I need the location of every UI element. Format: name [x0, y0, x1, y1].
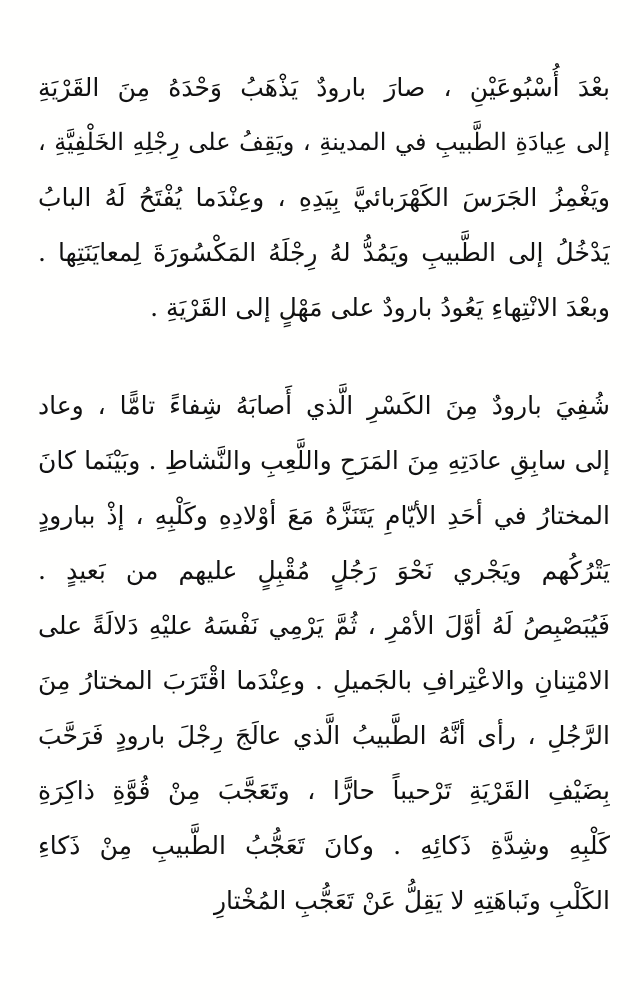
text-line: إلى سابِقِ عادَتِهِ مِنَ المَرَحِ واللَّعِبِ والنَّشاطِ . وبَيْنَما كانَ [38, 446, 610, 475]
text-line: الكَلْبِ ونَباهَتِهِ لا يَقِلُّ عَنْ تَعَجُّبِ المُخْتارِ [213, 886, 610, 915]
paragraph-1 [38, 60, 610, 335]
text-line: إلى عِيادَةِ الطَّبيبِ في المدينةِ ، ويَقِفُ على رِجْلِهِ الخَلْفِيَّةِ ، [38, 128, 610, 156]
paragraph-2 [38, 378, 610, 928]
text-line: شُفِيَ بارودٌ مِنَ الكَسْرِ الَّذي أَصابَهُ شِفاءً تامًّا ، وعاد [38, 391, 610, 420]
text-line: الرَّجُلِ ، رأى أنَّهُ الطَّبيبُ الَّذي عالَجَ رِجْلَ بارودٍ فَرَحَّبَ [38, 721, 610, 750]
text-line: بعْدَ أُسْبُوعَيْنِ ، صارَ بارودٌ يَذْهَبُ وَحْدَهُ مِنَ القَرْيَةِ [38, 73, 610, 102]
text-line: كَلْبِهِ وشِدَّةِ ذَكائِهِ . وكانَ تَعَجُّبُ الطَّبيبِ مِنْ ذَكاءِ [38, 831, 610, 860]
text-line: يَدْخُلُ إلى الطَّبيبِ ويَمُدُّ لهُ رِجْلَهُ المَكْسُورَةَ لِمعايَنَتِها . [38, 238, 610, 267]
text-line: يَتْرُكُهم ويَجْري نَحْوَ رَجُلٍ مُقْبِلٍ عليهم من بَعيدٍ . [38, 556, 610, 585]
text-line: بِضَيْفِ القَرْيَةِ تَرْحيباً حارًّا ، وتَعَجَّبَ مِنْ قُوَّةِ ذاكِرَةِ [38, 776, 610, 805]
text-line: فَيُبَصْبِصُ لَهُ أوَّلَ الأمْرِ ، ثُمَّ يَرْمِي نَفْسَهُ عليْهِ دَلالَةً على [38, 611, 610, 640]
text-line: الامْتِنانِ والاعْتِرافِ بالجَميلِ . وعِنْدَما اقْتَرَبَ المختارُ مِنَ [38, 666, 610, 695]
text-line: ويَغْمِزُ الجَرَسَ الكَهْرَبائيَّ بِيَدِهِ ، وعِنْدَما يُفْتَحُ لَهُ البابُ [38, 183, 610, 212]
text-line: وبعْدَ الانْتِهاءِ يَعُودُ بارودٌ على مَهْلٍ إلى القَرْيَةِ . [150, 293, 610, 322]
text-line: المختارُ في أحَدِ الأيّامِ يَتَنَزَّهُ مَعَ أوْلادِهِ وكَلْبِهِ ، إذْ ببارودٍ [38, 501, 610, 530]
